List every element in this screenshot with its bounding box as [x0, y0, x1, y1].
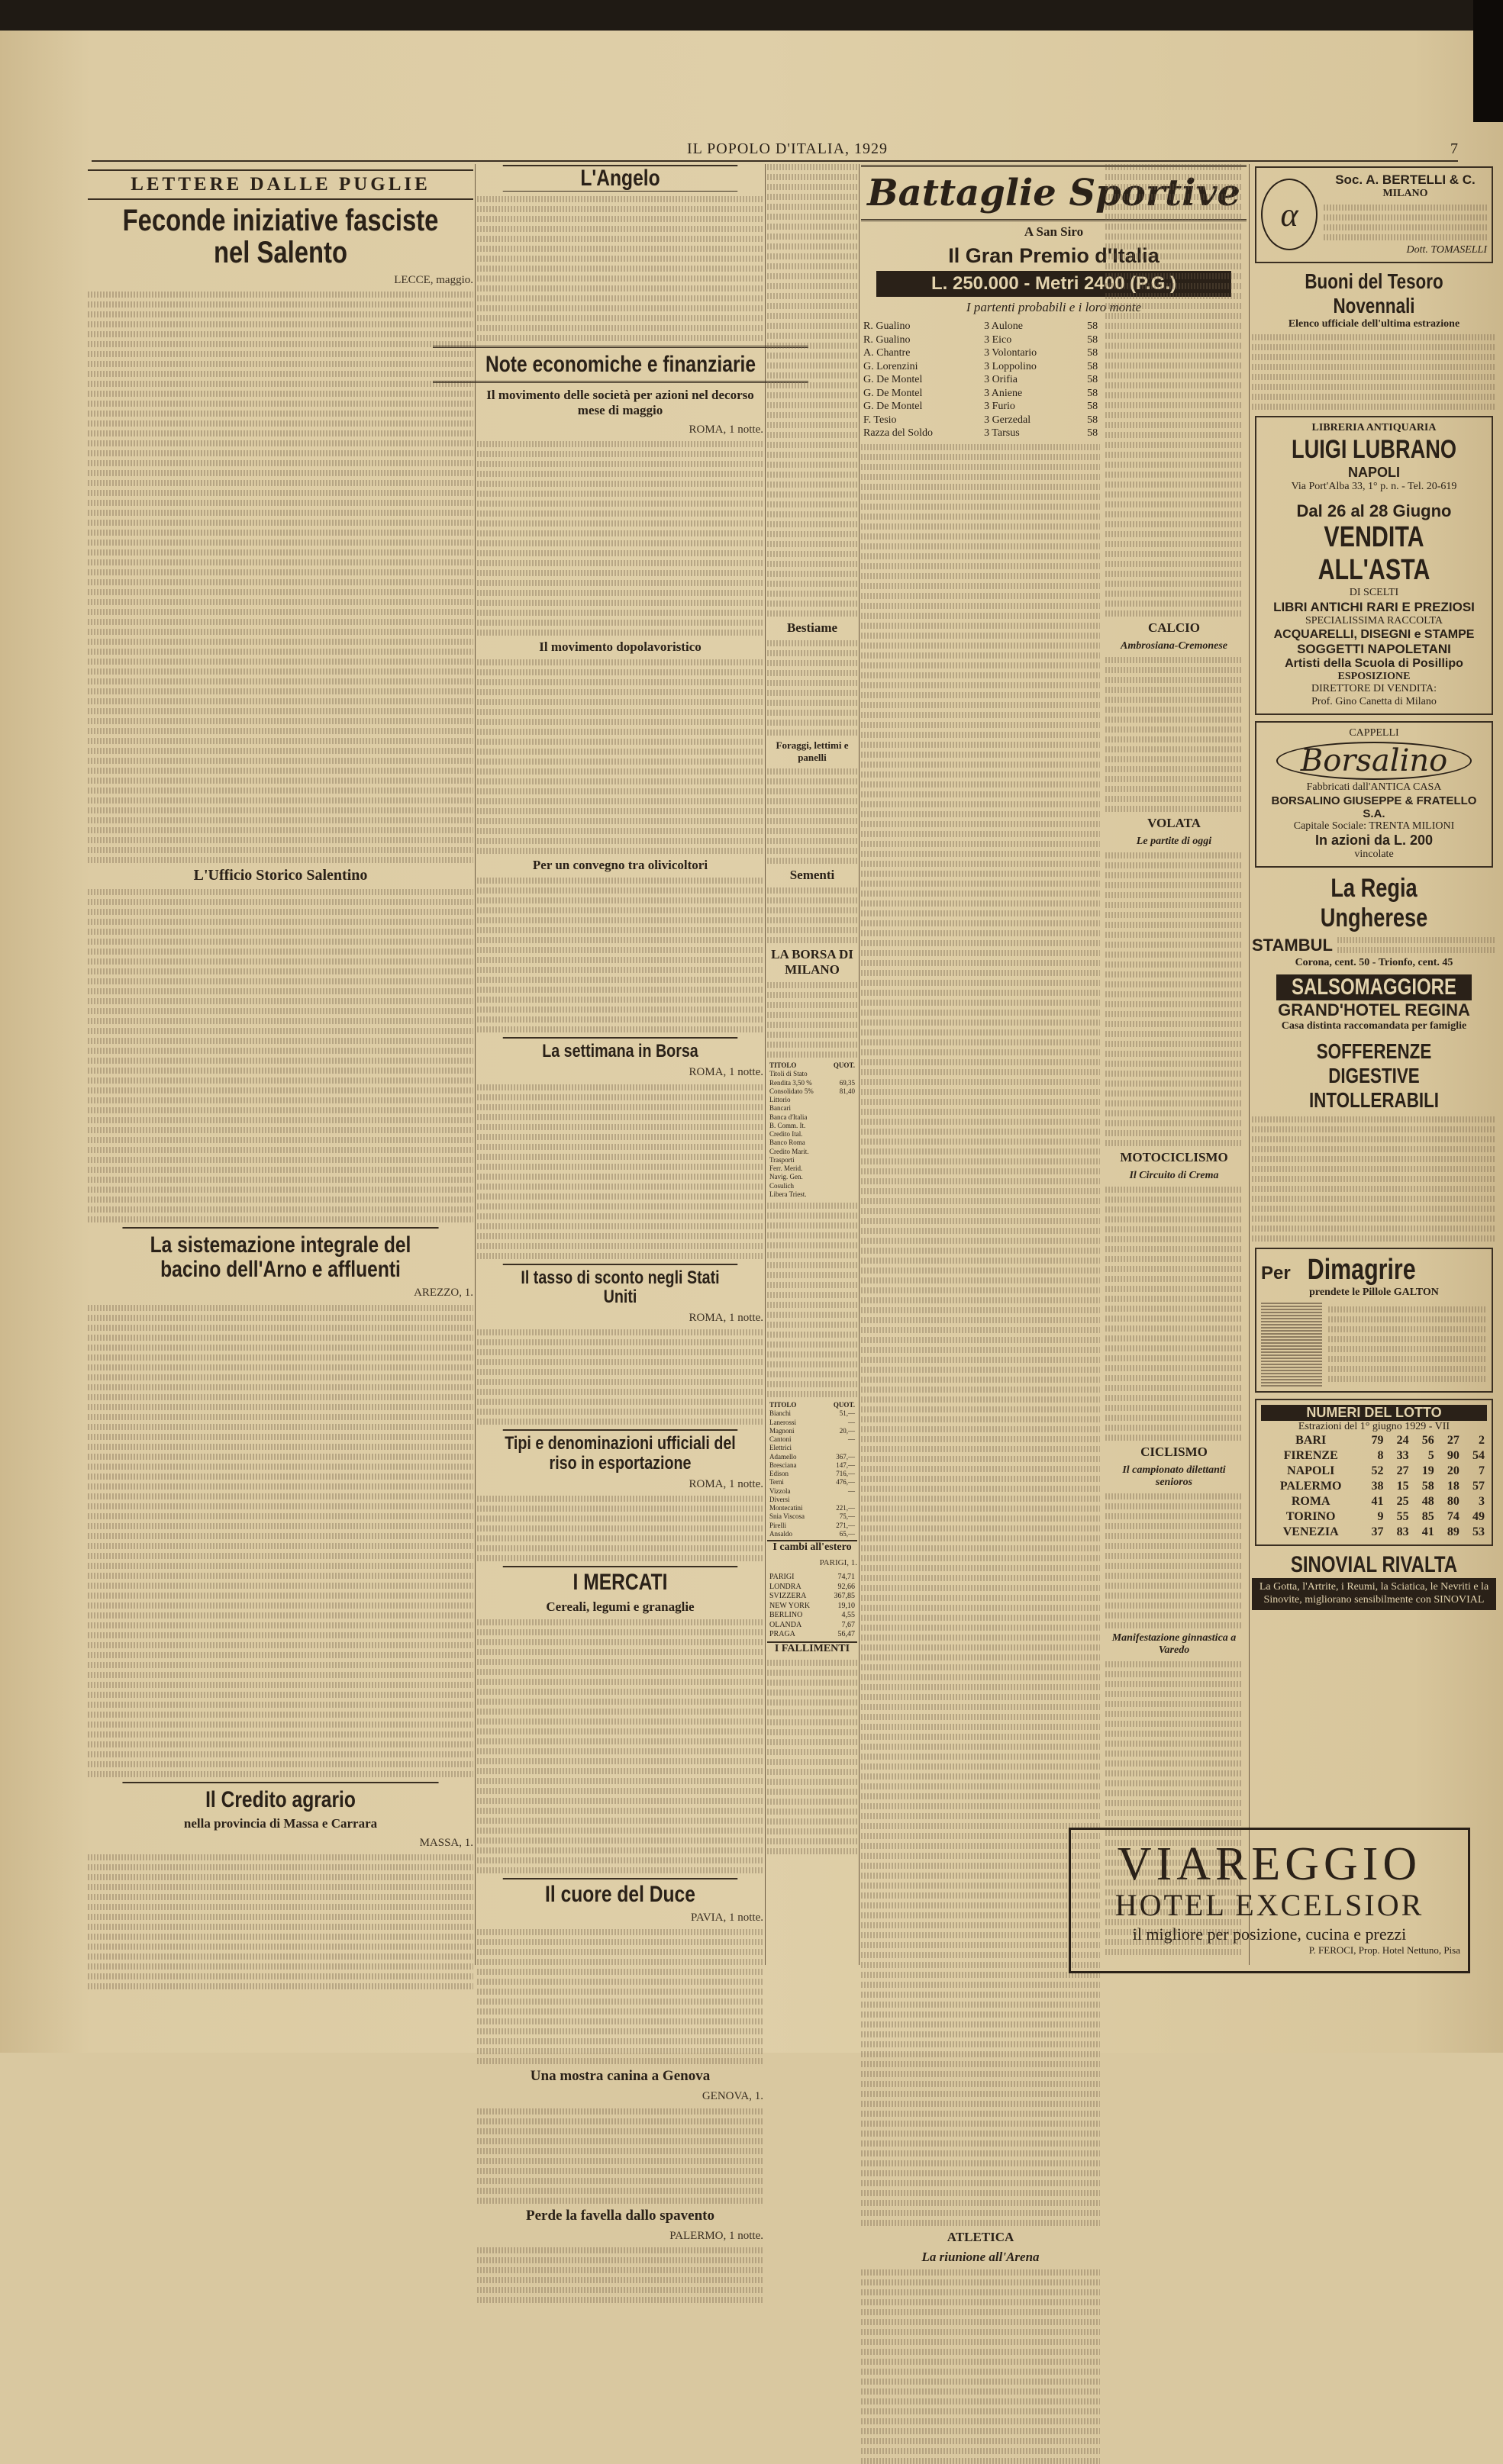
kicker-puglie: LETTERE DALLE PUGLIE — [88, 169, 473, 200]
table-row: Banca d'Italia — [769, 1113, 808, 1121]
stambul-row — [1252, 933, 1496, 957]
headline-gran-premio: Il Gran Premio d'Italia — [948, 244, 1160, 267]
page-number: 7 — [1450, 140, 1458, 157]
headline-mercati: I MERCATI — [503, 1566, 738, 1595]
headline-fallimenti: I FALLIMENTI — [767, 1641, 857, 1655]
table-row: Montecatini 221,— — [769, 1504, 855, 1512]
column-rule — [859, 164, 860, 1965]
ad-lubrano — [1255, 416, 1493, 715]
headline-credito-agrario: Il Credito agrario — [122, 1782, 438, 1812]
table-row: VENEZIA 37 83 41 89 53 — [1282, 1525, 1485, 1539]
bertelli-city: MILANO — [1382, 188, 1428, 199]
bor-l5: vincolate — [1354, 849, 1394, 861]
headline-perde-favella: Perde la favella dallo spavento — [526, 2207, 714, 2224]
bertelli-name: Soc. A. BERTELLI & C. — [1335, 172, 1476, 187]
table-row: Titoli di Stato — [769, 1070, 808, 1078]
ad-salsomaggiore: SALSOMAGGIORE — [1276, 974, 1472, 1000]
lib-addr: Via Port'Alba 33, 1° p. n. - Tel. 20-619 — [1291, 481, 1457, 493]
stambul-brand: STAMBUL — [1252, 935, 1333, 955]
masthead-title: IL POPOLO D'ITALIA — [687, 140, 846, 157]
table-row: Bancari — [769, 1104, 791, 1113]
cambi-table — [767, 1573, 857, 1640]
text-line — [88, 291, 473, 298]
scan-border — [0, 0, 1503, 31]
table-row: R. Gualino 3 Eico 58 — [863, 333, 1098, 346]
section-calcio: CALCIO — [1147, 620, 1200, 635]
column-rule — [475, 164, 476, 1965]
sinovial-text: La Gotta, l'Artrite, i Reumi, la Sciatica, le Nevriti e la Sinovite, migliorano sensibilmente con SINOVIAL — [1252, 1578, 1496, 1610]
soff-1: SOFFERENZE DIGESTIVE — [1316, 1039, 1432, 1087]
dateline-palermo: PALERMO, 1 notte. — [669, 2229, 763, 2242]
column-rule — [765, 164, 766, 1965]
table-row: Snia Viscosa 75,— — [769, 1512, 855, 1521]
table-row: G. Lorenzini 3 Loppolino 58 — [863, 360, 1098, 372]
table-row: R. Gualino 3 Aulone 58 — [863, 320, 1098, 332]
column-rule — [1249, 164, 1250, 1965]
dim-big: Dimagrire — [1307, 1253, 1416, 1286]
headline-settimana-borsa: La settimana in Borsa — [503, 1037, 738, 1061]
dateline-roma: ROMA, 1 notte. — [689, 424, 763, 436]
subhead-dilettanti: Il campionato dilettanti senioros — [1122, 1464, 1226, 1488]
ad-viareggio — [1069, 1828, 1470, 1973]
table-row: Adamello 367,— — [769, 1452, 855, 1461]
table-row: PALERMO 38 15 58 18 57 — [1279, 1480, 1485, 1493]
subhead-massa-carrara: nella provincia di Massa e Carrara — [183, 1816, 378, 1831]
via-l4: P. FEROCI, Prop. Hotel Nettuno, Pisa — [1308, 1944, 1460, 1956]
headline-buoni-tesoro: Buoni del Tesoro Novennali — [1305, 269, 1443, 317]
subhead-partenti: I partenti probabili e i loro monte — [966, 300, 1142, 314]
table-row: OLANDA 7,67 — [769, 1620, 855, 1629]
subhead-varedo: Manifestazione ginnastica a Varedo — [1111, 1632, 1237, 1656]
table-row: B. Comm. It. — [769, 1121, 806, 1129]
table-row: Razza del Soldo 3 Tarsus 58 — [863, 427, 1098, 439]
table-row: Elettrici — [769, 1444, 792, 1452]
ad-borsalino — [1255, 721, 1493, 868]
table-row: Diversi — [769, 1495, 790, 1503]
table-row: Terni 476,— — [769, 1478, 855, 1486]
column-puglie — [88, 160, 473, 1976]
table-row: PARIGI 74,71 — [769, 1573, 855, 1582]
auc-l2: LIBRI ANTICHI RARI E PREZIOSI — [1273, 599, 1475, 614]
via-l1: VIAREGGIO — [1117, 1838, 1422, 1890]
subhead-bestiame: Bestiame — [786, 620, 838, 635]
subhead-olivicoltori: Per un convegno tra olivicoltori — [532, 858, 708, 873]
borsa-table-2 — [767, 1401, 857, 1538]
table-row: Bresciana 147,— — [769, 1461, 855, 1469]
auc-l3: SPECIALISSIMA RACCOLTA — [1305, 614, 1443, 626]
headline-cambi: I cambi all'estero — [767, 1540, 857, 1554]
subhead-arena: La riunione all'Arena — [921, 2249, 1040, 2264]
dim-sub: prendete le Pillole GALTON — [1309, 1286, 1439, 1298]
stambul-price: Corona, cent. 50 - Trionfo, cent. 45 — [1295, 957, 1453, 969]
headline-tasso-sconto: Il tasso di sconto negli Stati Uniti — [503, 1264, 738, 1306]
section-volata: VOLATA — [1147, 816, 1201, 830]
table-row: Lanerossi — — [769, 1418, 855, 1426]
table-row: Littorio — [769, 1096, 791, 1103]
column-borsa — [767, 160, 857, 1976]
table-row: Rendita 3,50 % 69,35 — [769, 1078, 855, 1087]
subhead-foraggi: Foraggi, lettimi e panelli — [776, 739, 849, 763]
lotto-head: NUMERI DEL LOTTO — [1261, 1405, 1487, 1421]
masthead-date: 1929 — [854, 140, 889, 157]
bertelli-sig: Dott. TOMASELLI — [1406, 243, 1487, 256]
soff-2: INTOLLERABILI — [1308, 1087, 1440, 1112]
sport-right-column — [1105, 160, 1243, 1959]
auc-l4: ACQUARELLI, DISEGNI e STAMPE — [1273, 627, 1475, 641]
column-economia — [477, 160, 763, 2242]
bor-l2: BORSALINO GIUSEPPE & FRATELLO S.A. — [1271, 794, 1477, 820]
dateline-genova: GENOVA, 1. — [702, 2090, 763, 2103]
auc-l6: Artisti della Scuola di Posillipo — [1285, 656, 1463, 670]
borsa-table — [767, 1061, 857, 1199]
section-ciclismo: CICLISMO — [1140, 1445, 1208, 1459]
table-row: BARI 79 24 56 27 2 — [1295, 1434, 1485, 1448]
grand-hotel: GRAND'HOTEL REGINA — [1278, 1000, 1470, 1019]
auc-l8: DIRETTORE DI VENDITA: — [1311, 683, 1437, 695]
subhead-partite: Le partite di oggi — [1136, 836, 1212, 847]
table-row: Banco Roma — [769, 1139, 805, 1147]
bertelli-logo-icon: α — [1261, 179, 1318, 250]
table-row: BERLINO 4,55 — [769, 1611, 855, 1620]
dateline-parigi: PARIGI, 1. — [819, 1558, 857, 1567]
dateline-arezzo: AREZZO, 1. — [414, 1287, 473, 1300]
column-advertisements — [1252, 160, 1496, 1976]
table-row: A. Chantre 3 Volontario 58 — [863, 347, 1098, 359]
subhead-societa-azioni: Il movimento delle società per azioni nel decorso mese di maggio — [486, 388, 754, 417]
table-row: Cantoni — — [769, 1435, 855, 1443]
auction-dates: Dal 26 al 28 Giugno — [1296, 501, 1452, 520]
th: TITOLO — [769, 1401, 797, 1409]
table-row: Ferr. Merid. — [769, 1164, 803, 1172]
table-row: LONDRA 92,66 — [769, 1582, 855, 1591]
dateline-riso: ROMA, 1 notte. — [689, 1477, 763, 1490]
headline-riso: Tipi e denominazioni ufficiali del riso in esportazione — [503, 1429, 738, 1472]
ad-sinovial: SINOVIAL RIVALTA — [1290, 1552, 1458, 1578]
lotto-sub: Estrazioni del 1° giugno 1929 - VII — [1298, 1420, 1450, 1432]
table-row: Trasporti — [769, 1155, 795, 1164]
subhead-crema: Il Circuito di Crema — [1129, 1170, 1219, 1181]
th: QUOT. — [833, 1401, 855, 1409]
headline-note-economiche: Note economiche e finanziarie — [433, 346, 808, 384]
ad-bertelli — [1255, 166, 1493, 263]
lotto-table — [1261, 1433, 1487, 1540]
bond-sub: Elenco ufficiale dell'ultima estrazione — [1288, 317, 1460, 330]
table-row: Ansaldo 65,— — [769, 1529, 855, 1538]
th: QUOT. — [833, 1061, 855, 1069]
headline-salento: Feconde iniziative fasciste nel Salento — [122, 204, 439, 269]
table-row: G. De Montel 3 Aniene 58 — [863, 387, 1098, 399]
auc-l5: SOGGETTI NAPOLETANI — [1297, 641, 1451, 656]
auction-title: VENDITA ALL'ASTA — [1318, 520, 1430, 586]
table-row: Consolidato 5% 81,40 — [769, 1087, 855, 1095]
via-l3: il migliore per posizione, cucina e prezzi — [1132, 1924, 1407, 1944]
lib-name: LUIGI LUBRANO — [1291, 435, 1457, 465]
ad-dimagrire — [1255, 1248, 1493, 1393]
table-row: Cosulich — [769, 1181, 795, 1190]
bor-logo: Borsalino — [1276, 742, 1472, 780]
grand-sub: Casa distinta raccomandata per famiglie — [1281, 1019, 1467, 1032]
dim-per: Per — [1261, 1262, 1291, 1284]
table-row: G. De Montel 3 Orifia 58 — [863, 374, 1098, 385]
lotto-box — [1255, 1399, 1493, 1547]
subhead-sementi: Sementi — [789, 868, 835, 882]
scan-corner — [1473, 0, 1503, 122]
bor-top: CAPPELLI — [1349, 726, 1399, 739]
section-atletica: ATLETICA — [947, 2229, 1014, 2244]
bor-l1: Fabbricati dall'ANTICA CASA — [1306, 781, 1442, 793]
via-l2: HOTEL EXCELSIOR — [1114, 1888, 1424, 1922]
table-row: Pirelli 271,— — [769, 1521, 855, 1529]
table-row: Magnoni 20,— — [769, 1426, 855, 1435]
prize-banner: L. 250.000 - Metri 2400 (P.G.) — [876, 271, 1231, 297]
table-row: Credito Marit. — [769, 1147, 809, 1155]
table-row: NEW YORK 19,10 — [769, 1601, 855, 1610]
headline-cuore-duce: Il cuore del Duce — [503, 1878, 738, 1907]
headline-regia-ungherese: La Regia Ungherese — [1320, 874, 1428, 933]
headline-borsa-milano: LA BORSA DI MILANO — [771, 947, 853, 977]
table-row: ROMA 41 25 48 80 3 — [1291, 1495, 1485, 1509]
dateline-massa: MASSA, 1. — [419, 1837, 473, 1850]
table-row: Navig. Gen. — [769, 1173, 803, 1181]
headline-angelo: L'Angelo — [503, 165, 738, 192]
table-row: Vizzola — — [769, 1486, 855, 1495]
auc-l9: Prof. Gino Canetta di Milano — [1311, 696, 1437, 708]
subhead-cereali: Cereali, legumi e granaglie — [546, 1599, 695, 1614]
table-row: SVIZZERA 367,85 — [769, 1592, 855, 1601]
lib-city: NAPOLI — [1347, 465, 1400, 481]
subhead-ufficio-storico: L'Ufficio Storico Salentino — [193, 867, 368, 884]
running-head: IL POPOLO D'ITALIA, 1929 7 — [92, 143, 1458, 162]
lib-head: LIBRERIA ANTIQUARIA — [1311, 422, 1437, 434]
headline-arno: La sistemazione integrale del bacino dell'Arno e affluenti — [122, 1227, 438, 1281]
sport-place: A San Siro — [1024, 224, 1084, 239]
auc-l1: DI SCELTI — [1349, 586, 1399, 598]
table-row: TORINO 9 55 85 74 49 — [1285, 1510, 1485, 1524]
table-row: Credito Ital. — [769, 1130, 803, 1138]
dateline-pavia: PAVIA, 1 notte. — [690, 1912, 763, 1924]
subhead-ambrosiana: Ambrosiana-Cremonese — [1120, 640, 1227, 652]
dateline-tasso: ROMA, 1 notte. — [689, 1312, 763, 1325]
headline-battaglie-sportive: Battaglie Sportive — [861, 165, 1247, 221]
section-motociclismo: MOTOCICLISMO — [1120, 1150, 1228, 1164]
column-sport — [861, 160, 1247, 2264]
auc-l7: ESPOSIZIONE — [1337, 670, 1411, 682]
table-row: NAPOLI 52 27 19 20 7 — [1287, 1464, 1485, 1478]
table-row: F. Tesio 3 Gerzedal 58 — [863, 414, 1098, 426]
table-row: Edison 716,— — [769, 1470, 855, 1477]
table-row: PRAGA 56,47 — [769, 1630, 855, 1639]
bor-l4: In azioni da L. 200 — [1314, 833, 1434, 849]
dateline-borsa: ROMA, 1 notte. — [689, 1066, 763, 1079]
illustration-figure-icon — [1261, 1303, 1322, 1387]
table-row: Libera Triest. — [769, 1190, 807, 1198]
th: TITOLO — [769, 1061, 797, 1069]
subhead-dopolavoristico: Il movimento dopolavoristico — [539, 639, 702, 655]
table-row: FIRENZE 8 33 5 90 54 — [1283, 1449, 1485, 1463]
headline-mostra-canina: Una mostra canina a Genova — [530, 2068, 711, 2085]
horses-table — [861, 320, 1100, 440]
table-row: G. De Montel 3 Furio 58 — [863, 401, 1098, 412]
bor-l3: Capitale Sociale: TRENTA MILIONI — [1293, 820, 1455, 832]
dateline: LECCE, maggio. — [394, 274, 473, 286]
table-row: Bianchi 51,— — [769, 1409, 855, 1418]
